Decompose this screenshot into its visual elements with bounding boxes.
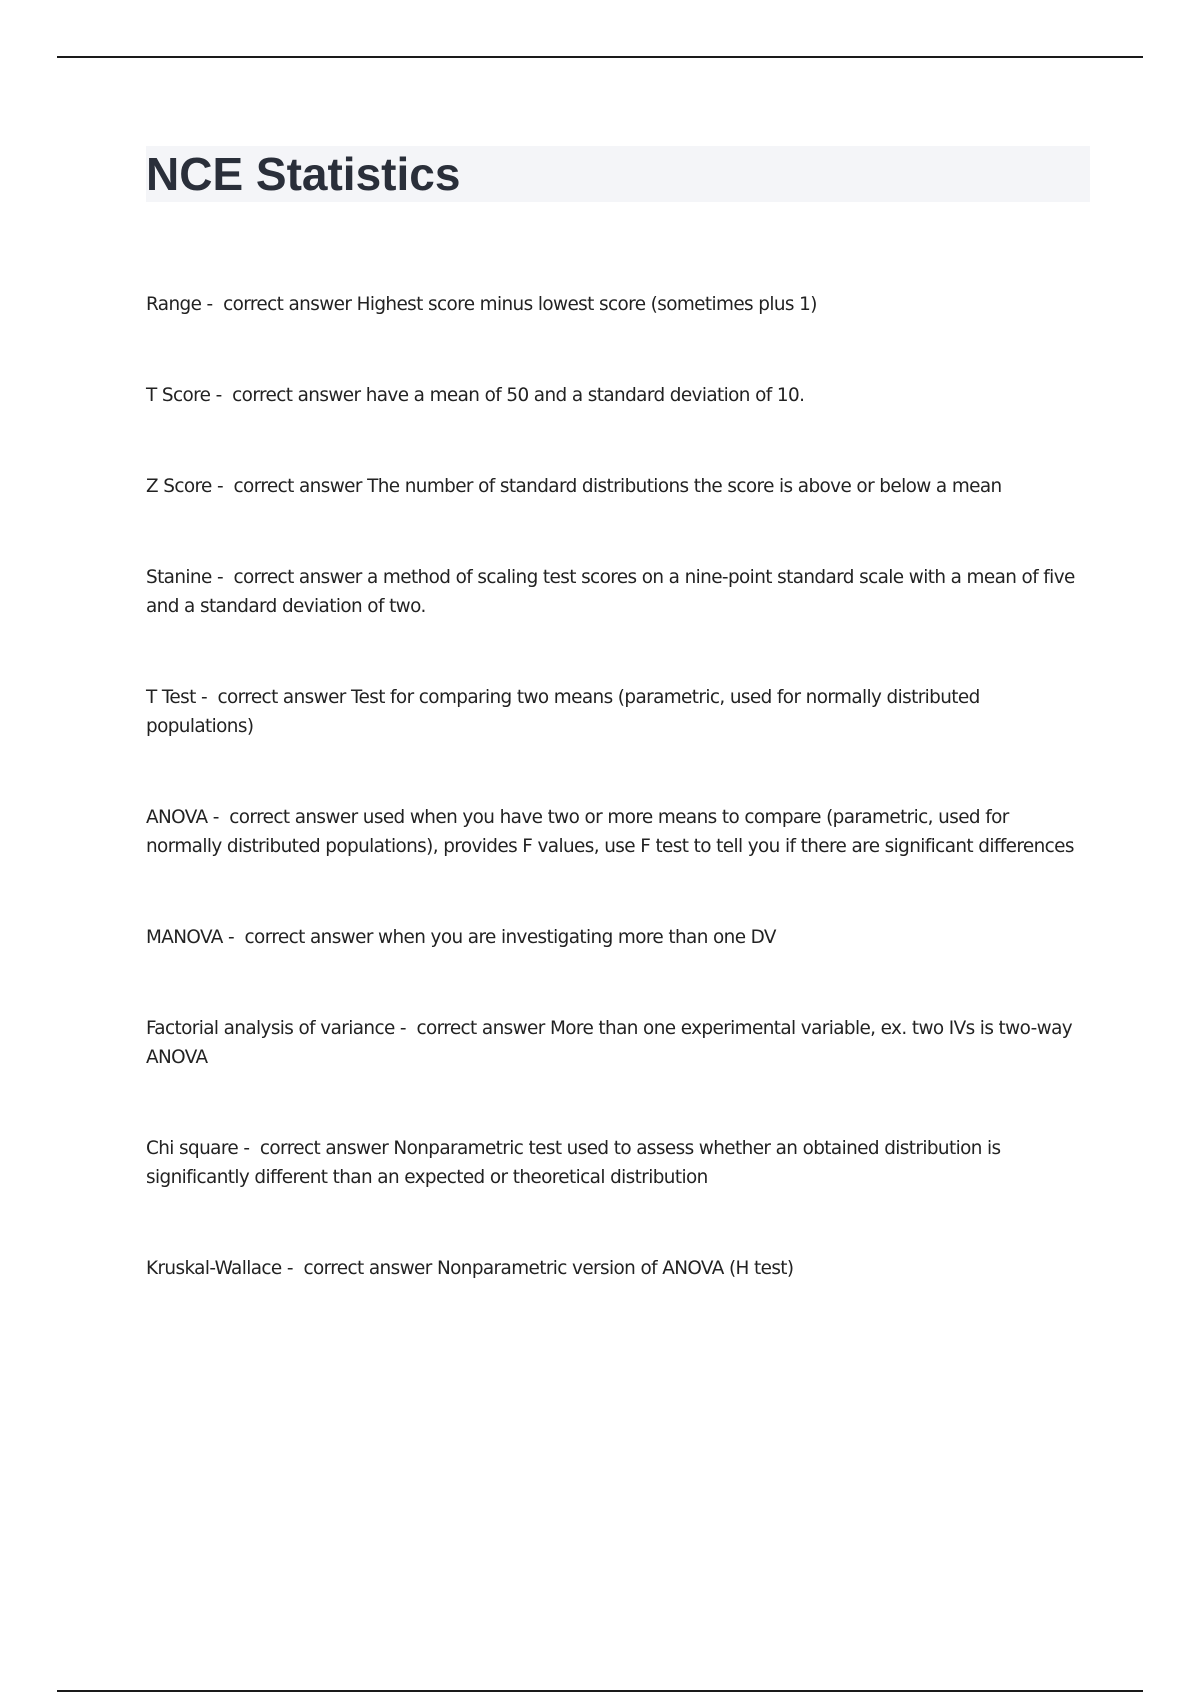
qa-answer: Nonparametric test used to assess whether an obtained distribution is significantly different than an expected or theoretical distribution [146,1138,1001,1188]
qa-answer: Highest score minus lowest score (sometimes plus 1) [356,294,817,315]
qa-item [146,1134,1076,1192]
qa-separator: - [222,927,245,948]
qa-answer: Test for comparing two means (parametric, used for normally distributed populations) [146,687,980,737]
qa-separator: - [207,807,230,828]
qa-separator: - [211,476,234,497]
qa-answer-prefix: correct answer [229,807,358,828]
qa-answer: Nonparametric version of ANOVA (H test) [436,1258,794,1279]
qa-answer-prefix: correct answer [233,567,362,588]
qa-item [146,381,1076,410]
qa-separator: - [238,1138,260,1159]
qa-term: T Score [146,385,211,406]
qa-term: ANOVA [146,807,208,828]
qa-item [146,1254,1076,1283]
qa-term: Kruskal-Wallace [146,1258,282,1279]
qa-answer: when you are investigating more than one DV [378,927,776,948]
qa-term: Range [146,294,202,315]
qa-answer: have a mean of 50 and a standard deviation of 10. [365,385,805,406]
qa-item [146,923,1076,952]
qa-separator: - [211,567,234,588]
top-divider [57,56,1143,58]
qa-item [146,1014,1076,1072]
qa-term: Chi square [146,1138,239,1159]
qa-answer-prefix: correct answer [232,385,361,406]
qa-separator: - [281,1258,304,1279]
qa-item [146,563,1076,621]
bottom-divider [57,1690,1143,1692]
qa-answer-prefix: correct answer [416,1018,545,1039]
qa-item [146,683,1076,741]
qa-separator: - [394,1018,417,1039]
qa-separator: - [195,687,218,708]
qa-answer: More than one experimental variable, ex. two IVs is two-way ANOVA [146,1018,1073,1068]
qa-answer: a method of scaling test scores on a nine-point standard scale with a mean of five and a standard deviation of two. [146,567,1075,617]
qa-term: Z Score [146,476,212,497]
qa-item [146,803,1076,861]
qa-answer-prefix: correct answer [244,927,373,948]
qa-item [146,290,1076,319]
qa-separator: - [201,294,224,315]
qa-separator: - [210,385,233,406]
qa-item [146,472,1076,501]
qa-term: Stanine [146,567,212,588]
qa-answer: The number of standard distributions the score is above or below a mean [367,476,1002,497]
qa-answer-prefix: correct answer [259,1138,389,1159]
page-title: NCE Statistics [146,148,461,200]
qa-term: MANOVA [146,927,223,948]
qa-answer: used when you have two or more means to compare (parametric, used for normally distributed populations), provides F values, use F test to tell you if there are significant differences [146,807,1074,857]
qa-answer-prefix: correct answer [303,1258,432,1279]
qa-answer-prefix: correct answer [217,687,346,708]
qa-list [146,290,1076,1345]
qa-term: Factorial analysis of variance [146,1018,395,1039]
qa-answer-prefix: correct answer [223,294,352,315]
qa-answer-prefix: correct answer [233,476,362,497]
qa-term: T Test [146,687,196,708]
